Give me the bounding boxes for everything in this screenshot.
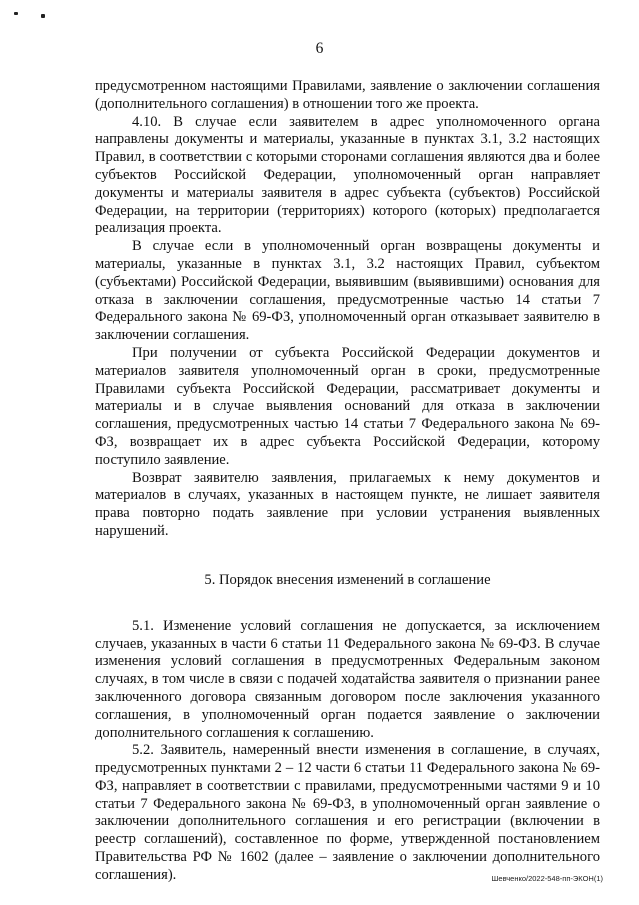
paragraph: Возврат заявителю заявления, прилагаемых к нему документов и материалов в случаях, указанных в настоящем пункте, не лишает заявителя права повторно подать заявление при условии устранения выявленных нарушений.	[95, 469, 600, 539]
scan-mark	[41, 14, 45, 18]
document-footer-code: Шевченко/2022-548-пп-ЭКОН(1)	[491, 874, 603, 883]
paragraph: 5.1. Изменение условий соглашения не допускается, за исключением случаев, указанных в части 6 статьи 11 Федерального закона № 69-ФЗ. В случае изменения условий соглашения в предусмотренных Федеральным законом случаях, в том числе в связи с подачей ходатайства заявителя о признании ранее заключенного договора связанным договором после заключения указанного соглашения, в уполномоченный орган подается заявление о заключении дополнительного соглашения к соглашению.	[95, 617, 600, 741]
paragraph: 5.2. Заявитель, намеренный внести изменения в соглашение, в случаях, предусмотренных пунктами 2 – 12 части 6 статьи 11 Федерального закона № 69-ФЗ, направляет в соответствии с правилами, предусмотренными частями 9 и 10 статьи 7 Федерального закона № 69-ФЗ, в уполномоченный орган заявление о заключении дополнительного соглашения и его регистрации (включении в реестр соглашений), составленное по форме, утвержденной постановлением Правительства РФ № 1602 (далее – заявление о заключении дополнительного соглашения).	[95, 742, 600, 883]
scan-mark	[14, 12, 18, 15]
paragraph: 4.10. В случае если заявителем в адрес уполномоченного органа направлены документы и материалы, указанные в пунктах 3.1, 3.2 настоящих Правил, в соответствии с которыми сторонами соглашения являются два и более субъектов Российской Федерации, уполномоченный орган направляет документы и материалы заявителя в адрес субъекта (субъектов) Российской Федерации, на территории (территориях) которого (которых) предполагается реализация проекта.	[95, 113, 600, 237]
paragraph: предусмотренном настоящими Правилами, заявление о заключении соглашения (дополнительного соглашения) в отношении того же проекта.	[95, 78, 600, 112]
page-number: 6	[315, 40, 324, 57]
document-body	[95, 78, 600, 885]
section-heading: 5. Порядок внесения изменений в соглашение	[204, 571, 491, 588]
paragraph: В случае если в уполномоченный орган возвращены документы и материалы, указанные в пунктах 3.1, 3.2 настоящих Правил, субъектом (субъектами) Российской Федерации, выявившим (выявившими) основания для отказа в заключении соглашения, предусмотренные частью 14 статьи 7 Федерального закона № 69-ФЗ, уполномоченный орган отказывает заявителю в заключении соглашения.	[95, 238, 600, 344]
paragraph: При получении от субъекта Российской Федерации документов и материалов заявителя уполномоченный орган в сроки, предусмотренные Правилами субъекта Российской Федерации, рассматривает документы и материалы и в случае выявления оснований для отказа в заключении соглашения, предусмотренных частью 14 статьи 7 Федерального закона № 69-ФЗ, возвращает их в адрес субъекта Российской Федерации, которому поступило заявление.	[95, 344, 600, 468]
